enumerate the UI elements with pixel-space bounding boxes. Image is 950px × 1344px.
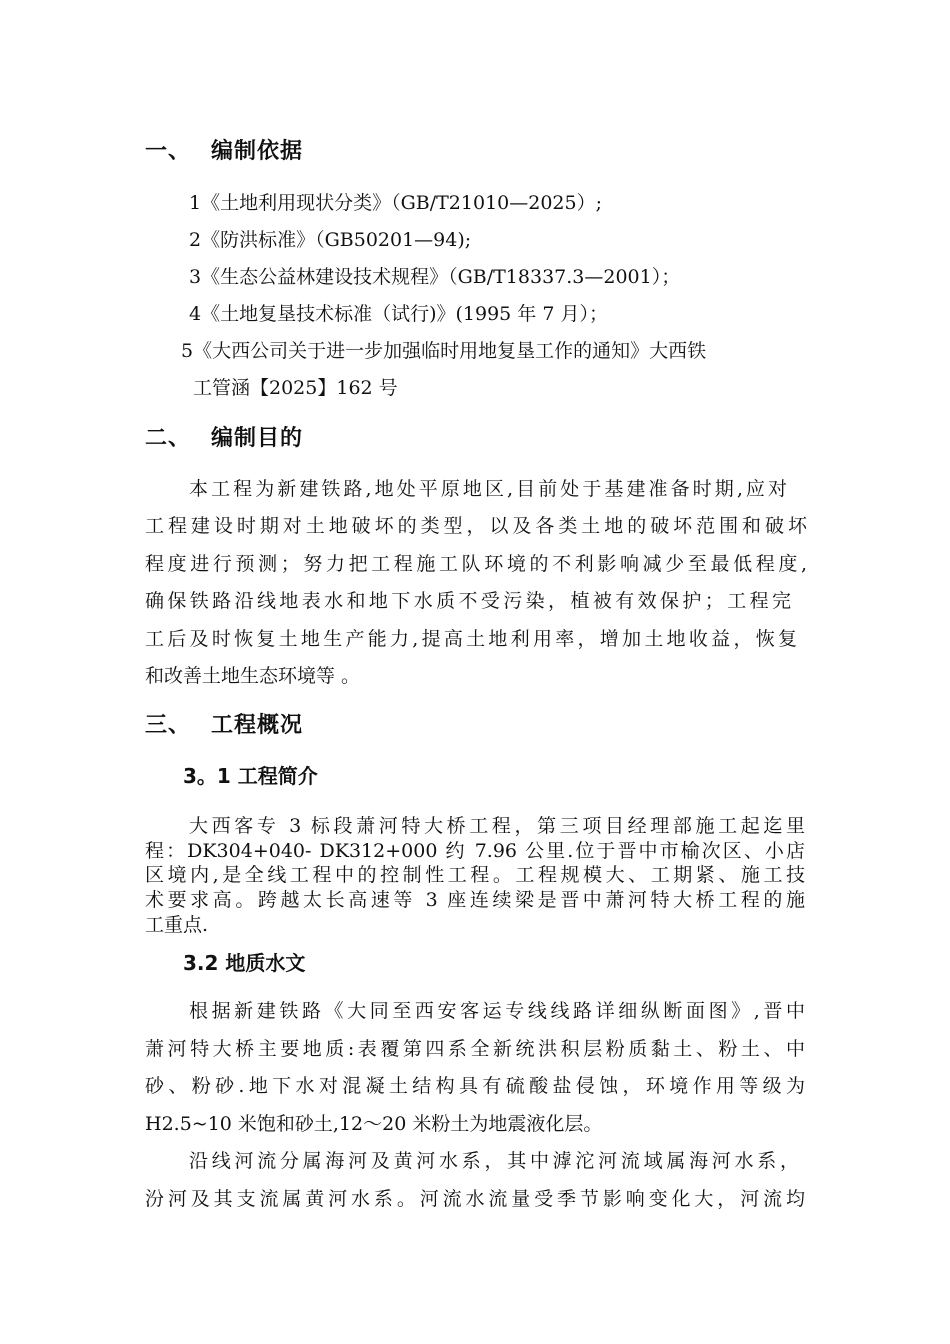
section-number: 一、	[145, 139, 192, 164]
paragraph-line: 术要求高。跨越太长高速等 3 座连续梁是晋中萧河特大桥工程的施	[145, 889, 805, 911]
reference-item-5: 5《大西公司关于进一步加强临时用地复垦工作的通知》大西铁	[181, 340, 707, 362]
subsection-heading-intro: 3。1 工程简介	[183, 764, 318, 788]
paragraph-line: 确保铁路沿线地表水和地下水质不受污染，植被有效保护；工程完	[145, 590, 791, 612]
paragraph-line: 程度进行预测；努力把工程施工队环境的不利影响减少至最低程度,	[145, 553, 807, 575]
section-heading-overview	[145, 708, 303, 739]
section-title: 工程概况	[211, 713, 304, 738]
subsection-heading-geology: 3.2 地质水文	[183, 951, 306, 975]
paragraph-line: 工后及时恢复土地生产能力,提高土地利用率，增加土地收益，恢复	[145, 628, 797, 650]
section-heading-basis	[145, 134, 303, 165]
paragraph-line: 工重点.	[145, 914, 209, 936]
paragraph-line: 程：DK304+040- DK312+000 约 7.96 公里.位于晋中市榆次区、小店	[145, 840, 805, 862]
paragraph-line: 大西客专 3 标段萧河特大桥工程，第三项目经理部施工起迄里	[189, 815, 805, 837]
reference-item-5-cont: 工管涵【2025】162 号	[193, 377, 398, 399]
reference-item-2: 2《防洪标准》（GB50201—94);	[189, 229, 472, 251]
paragraph-line: 砂、粉砂.地下水对混凝土结构具有硫酸盐侵蚀，环境作用等级为	[145, 1075, 805, 1097]
paragraph-line: 工程建设时期对土地破坏的类型，以及各类土地的破坏范围和破坏	[145, 515, 807, 537]
paragraph-line: 沿线河流分属海河及黄河水系，其中滹沱河流域属海河水系，	[189, 1150, 799, 1172]
paragraph-line: 区境内,是全线工程中的控制性工程。工程规模大、工期紧、施工技	[145, 864, 805, 886]
paragraph-line: 萧河特大桥主要地质:表覆第四系全新统洪积层粉质黏土、粉土、中	[145, 1038, 805, 1060]
section-heading-purpose	[145, 421, 303, 452]
reference-item-3: 3《生态公益林建设技术规程》（GB/T18337.3—2001）；	[189, 266, 681, 288]
section-number: 二、	[145, 426, 192, 451]
paragraph-line: H2.5~10 米饱和砂土,12～20 米粉土为地震液化层。	[145, 1113, 603, 1135]
reference-item-4: 4《土地复垦技术标准（试行)》(1995 年 7 月）；	[189, 303, 608, 325]
paragraph-line: 汾河及其支流属黄河水系。河流水流量受季节影响变化大，河流均	[145, 1188, 805, 1210]
section-title: 编制目的	[211, 426, 304, 451]
paragraph-line: 根据新建铁路《大同至西安客运专线线路详细纵断面图》,晋中	[189, 1000, 805, 1022]
section-number: 三、	[145, 713, 192, 738]
paragraph-line: 和改善土地生态环境等 。	[145, 665, 361, 687]
section-title: 编制依据	[211, 139, 304, 164]
paragraph-line: 本工程为新建铁路,地处平原地区,目前处于基建准备时期,应对	[189, 478, 787, 500]
reference-item-1: 1《土地利用现状分类》（GB/T21010—2025）;	[189, 192, 603, 214]
